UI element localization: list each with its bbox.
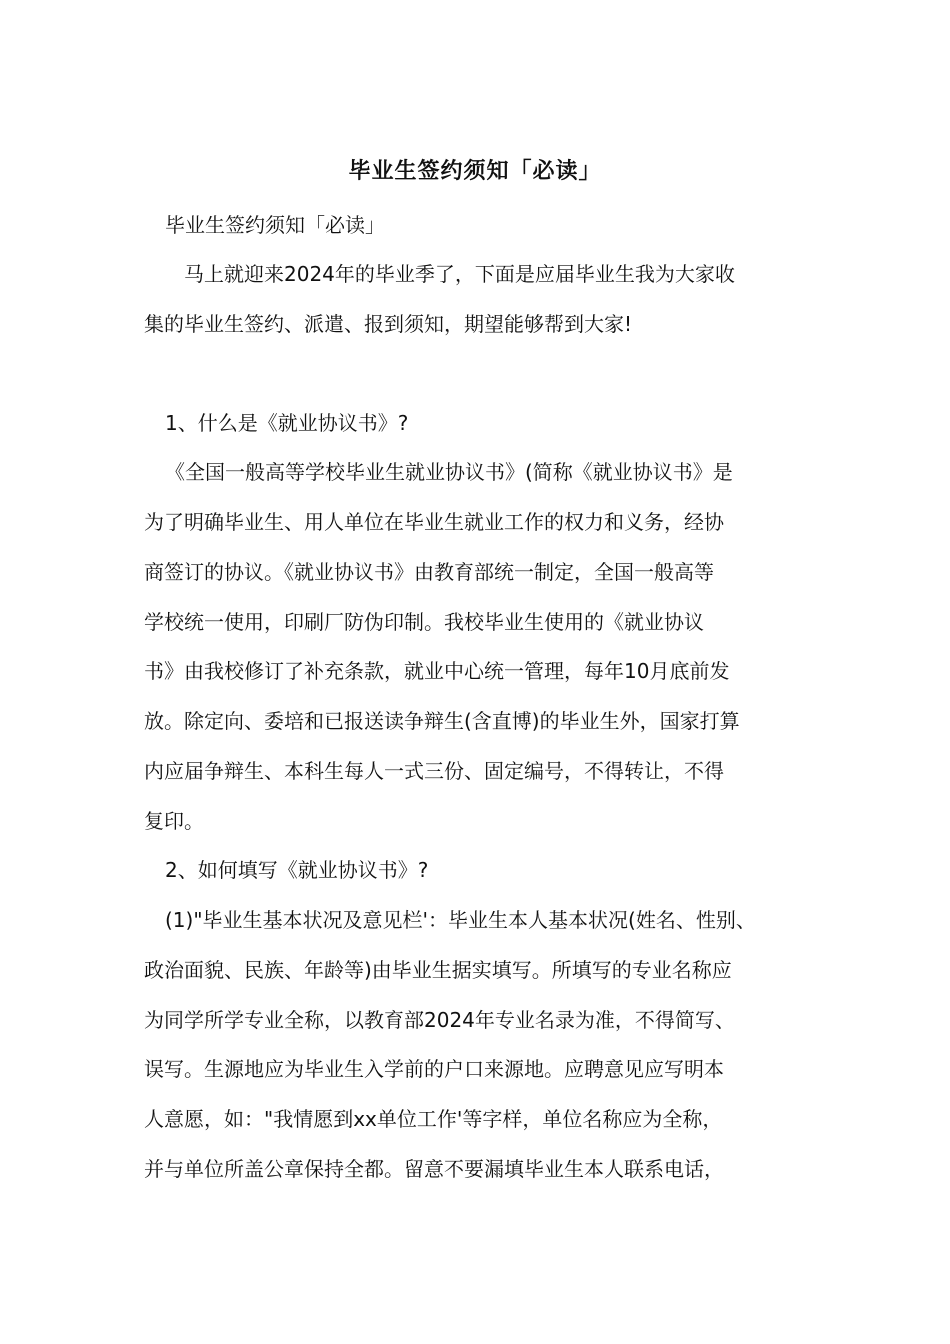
- paragraph-line: 政治面貌、民族、年龄等)由毕业生据实填写。所填写的专业名称应: [144, 958, 732, 982]
- paragraph-line: 学校统一使用，印刷厂防伪印制。我校毕业生使用的《就业协议: [144, 610, 704, 634]
- section-heading: 1、什么是《就业协议书》?: [165, 411, 409, 435]
- section-heading: 2、如何填写《就业协议书》?: [165, 858, 429, 882]
- paragraph-line: 集的毕业生签约、派遣、报到须知，期望能够帮到大家!: [144, 312, 633, 336]
- document-title: 毕业生签约须知「必读」: [348, 159, 602, 184]
- paragraph-line: 书》由我校修订了补充条款，就业中心统一管理，每年10月底前发: [144, 659, 730, 683]
- subtitle-line: 毕业生签约须知「必读」: [165, 213, 385, 237]
- paragraph-line: 误写。生源地应为毕业生入学前的户口来源地。应聘意见应写明本: [144, 1057, 724, 1081]
- paragraph-line: 为同学所学专业全称，以教育部2024年专业名录为准，不得简写、: [144, 1008, 735, 1032]
- paragraph-line: 并与单位所盖公章保持全都。留意不要漏填毕业生本人联系电话，: [144, 1157, 724, 1181]
- paragraph-line: 为了明确毕业生、用人单位在毕业生就业工作的权力和义务，经协: [144, 510, 724, 534]
- paragraph-line: 商签订的协议。《就业协议书》由教育部统一制定，全国一般高等: [144, 560, 714, 584]
- paragraph-line: 复印。: [144, 809, 204, 833]
- paragraph-line: 马上就迎来2024年的毕业季了，下面是应届毕业生我为大家收: [184, 262, 735, 286]
- paragraph-line: (1)"毕业生基本状况及意见栏'：毕业生本人基本状况(姓名、性别、: [165, 908, 756, 932]
- paragraph-line: 内应届争辩生、本科生每人一式三份、固定编号，不得转让，不得: [144, 759, 724, 783]
- paragraph-line: 放。除定向、委培和已报送读争辩生(含直博)的毕业生外，国家打算: [144, 709, 740, 733]
- paragraph-line: 人意愿，如："我情愿到xx单位工作'等字样，单位名称应为全称，: [144, 1107, 723, 1131]
- paragraph-line: 《全国一般高等学校毕业生就业协议书》(简称《就业协议书》是: [165, 460, 733, 484]
